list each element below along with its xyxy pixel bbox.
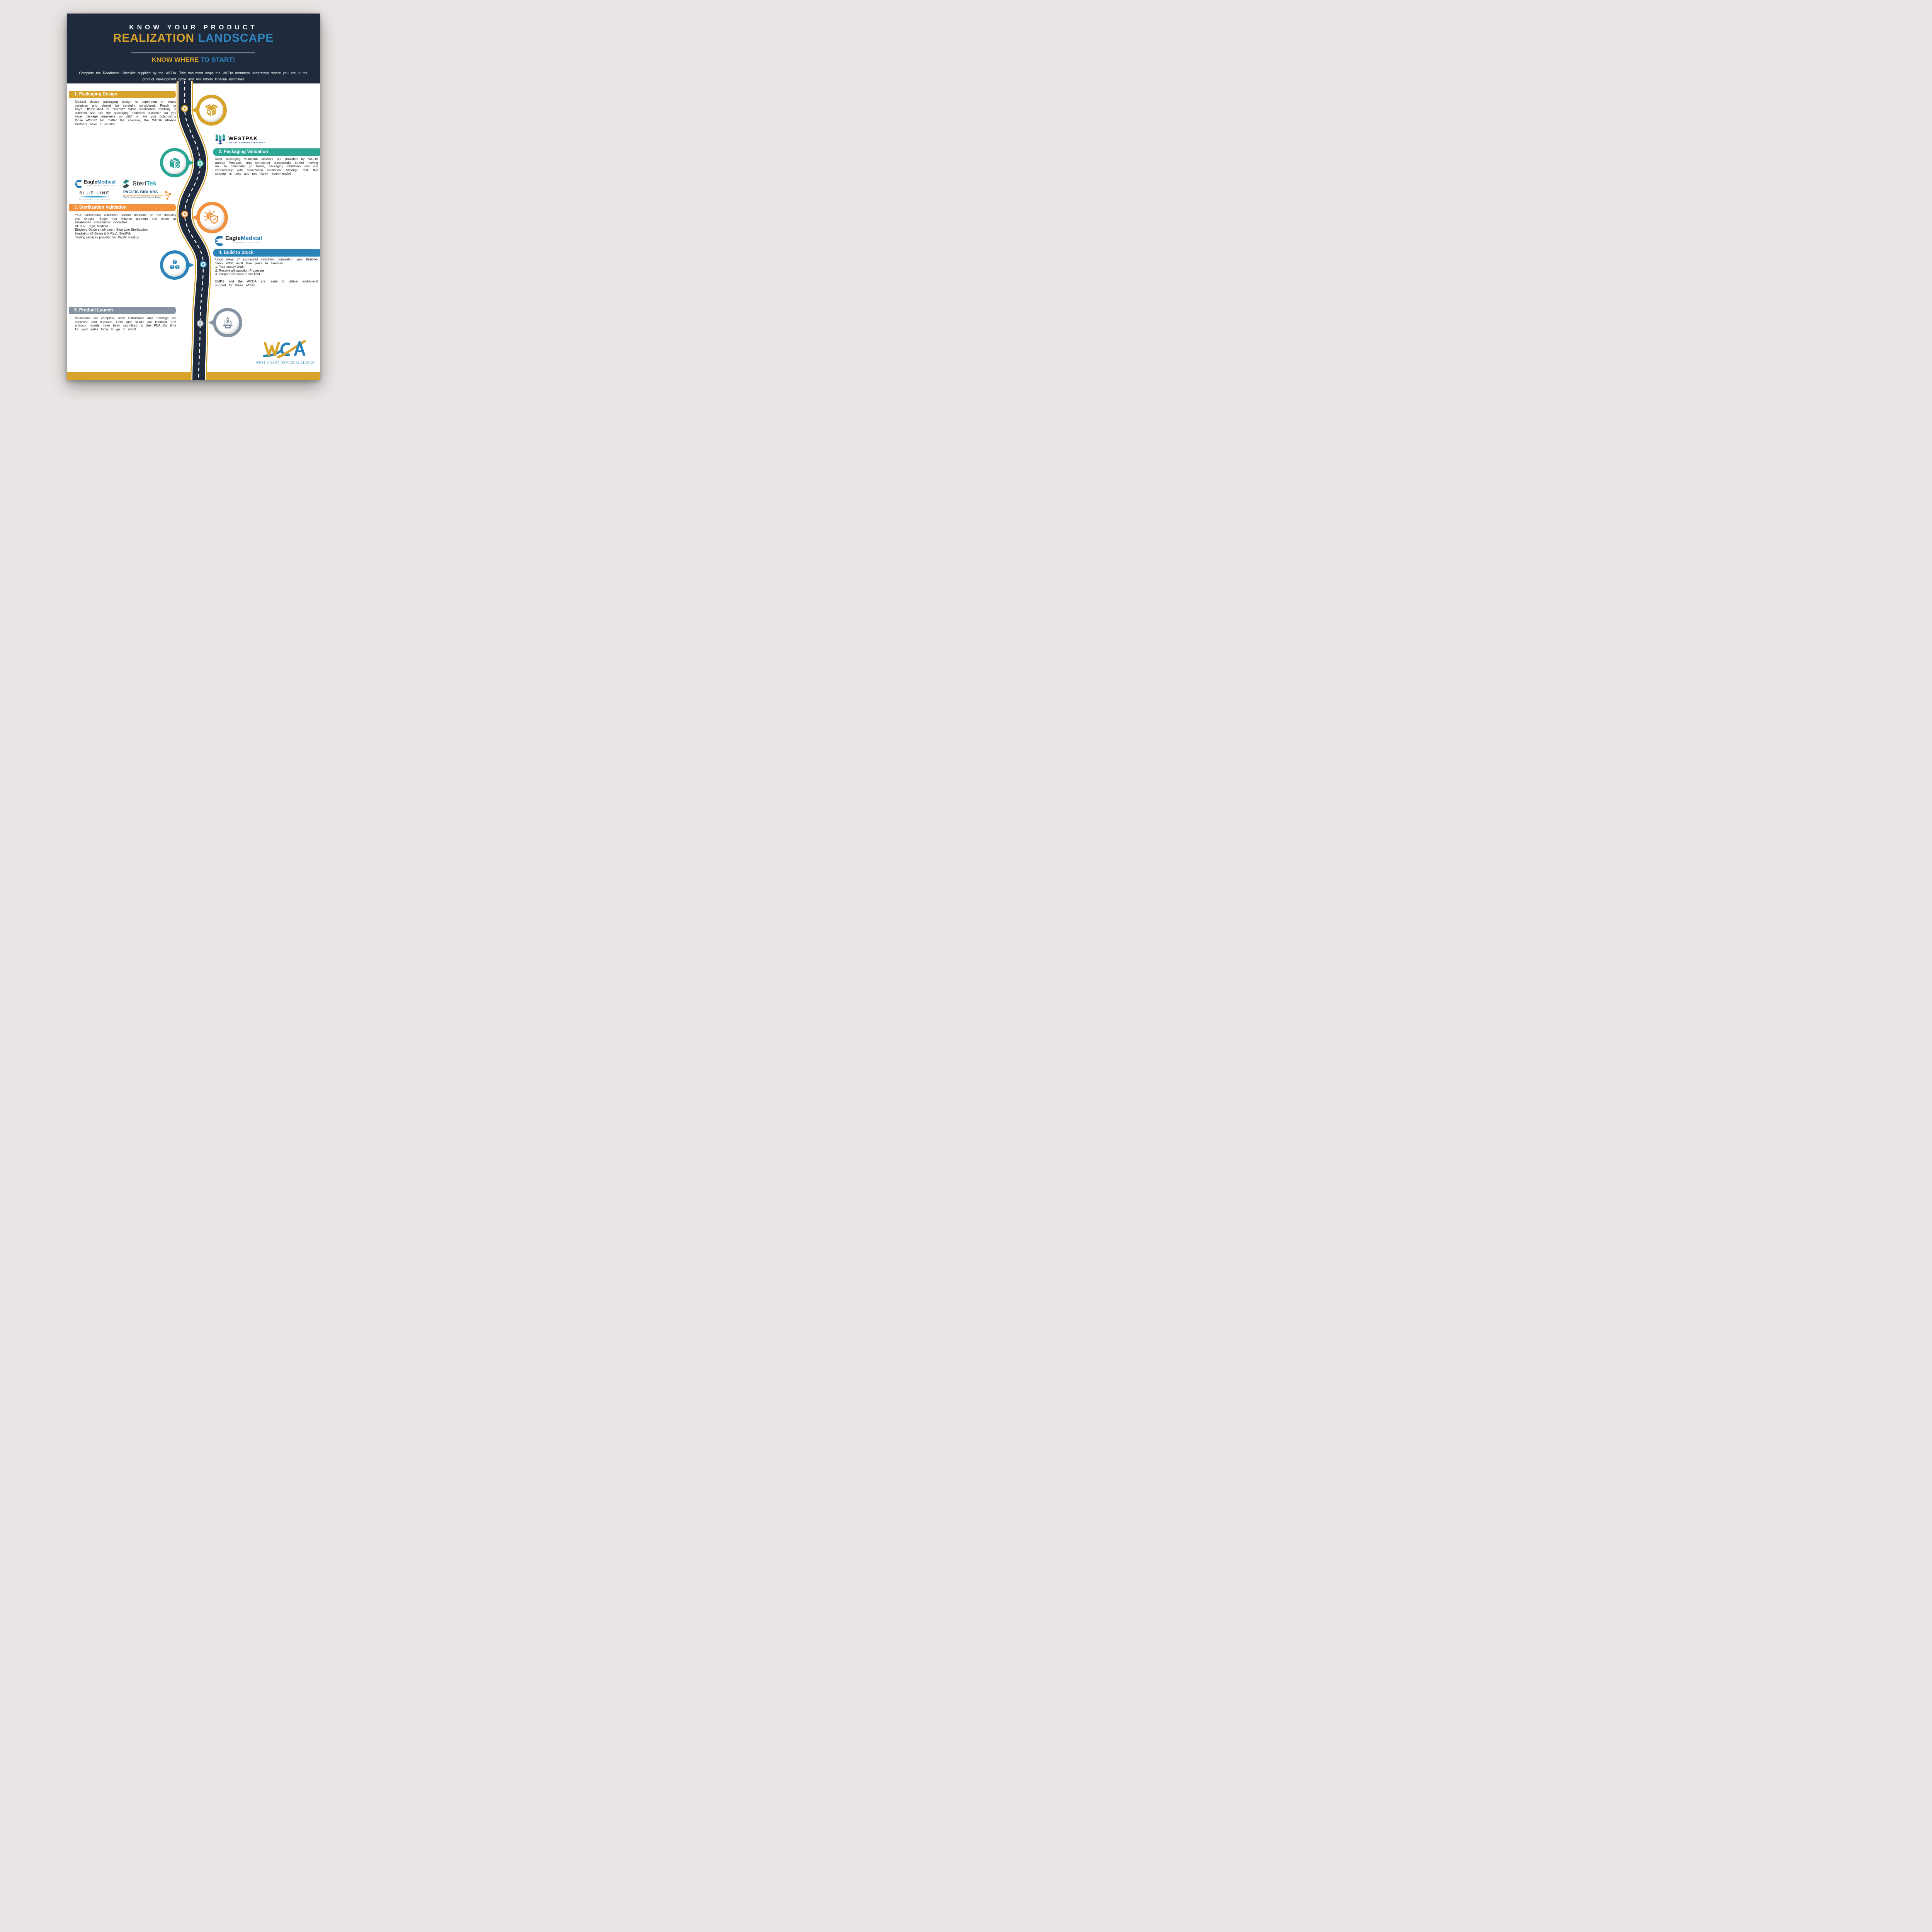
step4-badge bbox=[160, 250, 189, 280]
eagle-mark-icon bbox=[74, 179, 83, 189]
package-box-icon bbox=[199, 98, 223, 122]
infographic-poster bbox=[67, 14, 320, 380]
section4-header: 4. Build to Stock bbox=[213, 249, 320, 257]
section2-header: 2. Packaging Validation bbox=[213, 148, 320, 156]
westpak-logo bbox=[214, 133, 276, 146]
rocket-box-icon bbox=[216, 311, 239, 334]
step3-pointer bbox=[192, 214, 198, 221]
section4-outro: EMPS and the WCDA are ready to deliver end-to-end support for these efforts. bbox=[215, 279, 318, 287]
section3-intro: Your sterilization validation partner depends on the modality you choose. Eagle has Alliance partners that cover all established sterilization modalities: bbox=[75, 213, 176, 224]
stacked-boxes-icon bbox=[163, 253, 186, 276]
title-realization: REALIZATION bbox=[113, 32, 195, 44]
section3-line-irradiation: Irradiation (E-Beam & X-Ray): SteriTek bbox=[75, 231, 131, 235]
eagle-tagline: PACKAGING,STERILIZATION,INC. bbox=[233, 242, 262, 243]
steritek-name-part1: Steri bbox=[133, 180, 146, 187]
section4-item-supply-chain: 1. Your supply-chain bbox=[215, 265, 245, 269]
title-landscape: LANDSCAPE bbox=[198, 32, 274, 44]
subtitle-know-where: KNOW WHERE bbox=[151, 56, 199, 63]
road-asphalt bbox=[185, 81, 203, 380]
page-background bbox=[0, 0, 386, 386]
section3-header: 3. Sterilization Validation bbox=[69, 204, 176, 211]
steritek-logo bbox=[121, 179, 156, 189]
road-node-2 bbox=[197, 161, 203, 167]
road-center-dashes bbox=[185, 81, 203, 380]
section4-intro: Upon news of successful validation completion your Build-to-Stock effort must take place to exercise: bbox=[215, 257, 318, 265]
section4-item-receiving: 2. Receiving/inspection Processes bbox=[215, 268, 265, 272]
step3-badge bbox=[196, 202, 228, 233]
eagle-name-part1: Eagle bbox=[225, 235, 241, 242]
steritek-name bbox=[133, 180, 156, 187]
road-node-4 bbox=[201, 262, 206, 267]
step1-pointer bbox=[191, 107, 198, 114]
section3-line-testing: Testing services provided by: Pacific Biolabs bbox=[75, 235, 139, 239]
road-white-edge bbox=[185, 81, 203, 380]
pbl-badge-text: PBL bbox=[165, 195, 170, 197]
section4-body bbox=[215, 258, 318, 287]
steritek-name-part2: Tek bbox=[146, 180, 156, 187]
box-check-icon bbox=[163, 151, 186, 174]
section2-body: Most packaging validation services are provided by WCDA partner Westpak, and completed successfully before moving on. To potentially go faster, packaging validation can run concurrently with sterilization validation. Although fast, this strategy is risky and not highly recommended bbox=[215, 157, 318, 176]
step2-badge bbox=[160, 148, 189, 177]
bottom-accent-bar bbox=[67, 372, 320, 380]
section5-body: Validations are complete, work instructions and drawings are approved and released, DHR and BOM's are finalized, and protocol reports have been submitted to the FDA...it's time for your sales force to go to work! bbox=[75, 316, 176, 331]
step2-pointer bbox=[187, 159, 194, 166]
eagle-name-part2: Medical bbox=[241, 235, 262, 242]
step5-badge bbox=[213, 308, 242, 337]
blue-line-name: BLUE LINE bbox=[79, 191, 110, 196]
section1-header: 1. Packaging Design bbox=[69, 91, 176, 98]
pbl-molecule-icon bbox=[164, 190, 172, 200]
road-node-1 bbox=[182, 106, 188, 112]
road-node-3 bbox=[182, 211, 188, 217]
eagle-tagline: PACKAGING,STERILIZATION,INC. bbox=[87, 185, 116, 187]
eagle-name bbox=[84, 179, 116, 184]
header-description: Complete the Readiness Checklist supplied by the WCDA. This document helps the WCDA members understand where you are in the product development cycle and will inform timeline estimates bbox=[79, 71, 308, 81]
header-banner bbox=[67, 14, 320, 83]
section3-line-eto: Ethylene Oxide small batch: Blue Line Sterilization bbox=[75, 228, 148, 232]
pacific-biolabs-tagline: The Service Leader in Life Science Testing bbox=[123, 196, 162, 199]
title-line1: KNOW YOUR PRODUCT bbox=[129, 24, 258, 31]
blue-line-logo bbox=[77, 191, 112, 201]
section5-header: 5. Product Launch bbox=[69, 307, 176, 314]
eagle-medical-logo bbox=[74, 179, 116, 189]
wcda-tagline: WEST COAST DEVICE ALLIANCE bbox=[255, 361, 315, 364]
eagle-name-part2: Medical bbox=[97, 179, 116, 185]
subtitle bbox=[67, 56, 320, 64]
step1-badge bbox=[196, 95, 227, 126]
eagle-name-part1: Eagle bbox=[84, 179, 97, 185]
pacific-biolabs-name: PACIFIC BIOLABS bbox=[123, 190, 158, 194]
virus-shield-icon bbox=[200, 205, 224, 230]
wcda-logo bbox=[255, 340, 315, 364]
step5-pointer bbox=[208, 319, 215, 326]
section3-line-vh2o2: VH2O2: Eagle Medical bbox=[75, 224, 108, 228]
road-node-5 bbox=[197, 321, 203, 327]
title-line2 bbox=[67, 32, 320, 45]
step4-pointer bbox=[187, 262, 194, 269]
section1-body: Medical device packaging design is dependent on many variables and should be carefully considered. Pouch or tray? Off-the-shelf or custom? What sterilization modality is selected and are the packaging materials suitable? Do you have package engineers on staff or are you outsourcing those efforts? No matter the scenario, the WCDA Alliance Partners have a solution bbox=[75, 100, 176, 126]
section4-item-sales: 3. Prepare for sales in the field bbox=[215, 272, 260, 276]
road-gold-edge bbox=[185, 81, 203, 380]
steritek-mark-icon bbox=[121, 179, 131, 189]
subtitle-to-start: TO START! bbox=[201, 56, 235, 63]
blue-line-swoosh-icon bbox=[77, 196, 112, 197]
section3-body bbox=[75, 213, 176, 239]
westpak-name: WESTPAK bbox=[228, 135, 258, 141]
pacific-biolabs-logo bbox=[123, 190, 172, 200]
eagle-name bbox=[225, 235, 262, 241]
wcda-mark-icon bbox=[257, 340, 314, 358]
westpak-tagline: TESTING. OWNERSHIP. INTEGRITY. bbox=[228, 141, 266, 144]
westpak-mark-icon bbox=[214, 133, 226, 146]
pacific-biolabs-rule bbox=[123, 195, 163, 196]
eagle-medical-logo-large bbox=[214, 235, 262, 247]
blue-line-tagline: EO STERILIZATION SERVICES bbox=[79, 199, 111, 201]
eagle-mark-icon bbox=[214, 235, 224, 247]
